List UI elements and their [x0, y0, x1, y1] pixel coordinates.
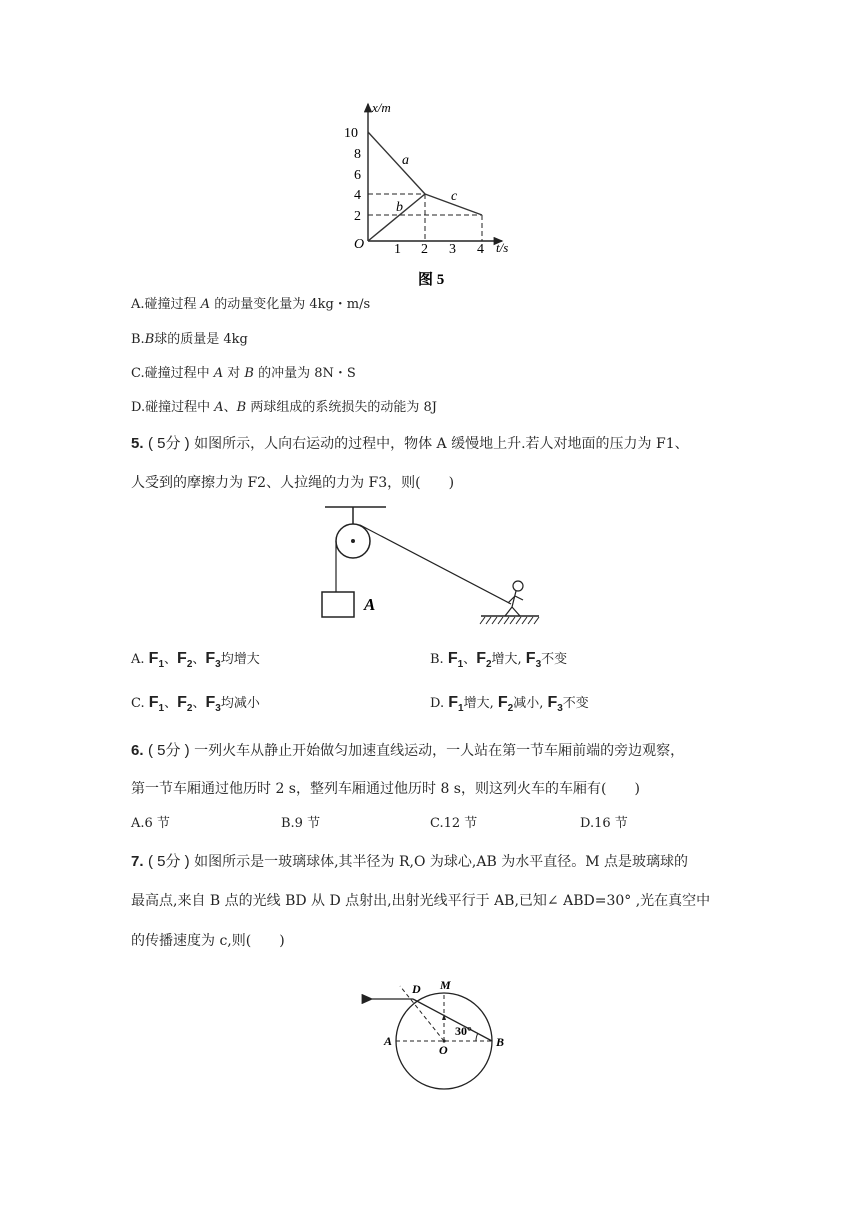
x-tick: 4 — [477, 242, 484, 257]
line-c-label: c — [451, 189, 458, 204]
figure-caption: 图 5 — [418, 272, 445, 288]
q4-option-a: A.碰撞过程 A 的动量变化量为 4kg・m/s — [131, 297, 371, 312]
q5-option-c: C. $F_1$、$F_2$、$F_3$均减小 — [131, 694, 260, 714]
label-d: D — [412, 982, 421, 996]
q7-stem-line1: 7. ( 5分 ) 如图所示是一玻璃球体,其半径为 R,O 为球心,AB 为水平直径。M 点是玻璃球的 — [131, 853, 688, 870]
x-axis-label: t/s — [496, 240, 509, 255]
line-b-label: b — [396, 200, 403, 215]
glass-sphere-diagram — [352, 976, 522, 1096]
q6-option-b: B.9 节 — [281, 816, 321, 831]
q6-score: ( 5分 ) — [147, 742, 190, 759]
x-tick: 2 — [421, 242, 428, 257]
y-tick: 2 — [354, 209, 361, 224]
q6-option-c: C.12 节 — [430, 816, 478, 831]
y-tick: 10 — [344, 126, 358, 141]
q4-option-d: D.碰撞过程中 A、B 两球组成的系统损失的动能为 8J — [131, 400, 437, 415]
label-m: M — [440, 978, 451, 992]
q7-score: ( 5分 ) — [147, 853, 190, 870]
q5-option-a: A. $F_1$、$F_2$、$F_3$均增大 — [131, 650, 260, 670]
rope-slanted — [360, 525, 511, 604]
person-head — [513, 581, 523, 591]
q7-number: 7. — [131, 853, 144, 870]
ray-bd — [413, 999, 492, 1041]
label-a: A — [384, 1034, 393, 1048]
q6-stem-line1: 6. ( 5分 ) 一列火车从静止开始做匀加速直线运动，一人站在第一节车厢前端的旁边观察， — [131, 742, 685, 759]
q4-option-b: B.B球的质量是 4kg — [131, 332, 248, 347]
label-o: O — [439, 1043, 448, 1057]
angle-label: 30° — [455, 1024, 472, 1038]
q5-stem-line2: 人受到的摩擦力为 F2、人拉绳的力为 F3，则( ) — [131, 475, 455, 491]
x-tick: 3 — [449, 242, 456, 257]
xt-graph — [330, 96, 530, 292]
q5-score: ( 5分 ) — [147, 435, 190, 452]
q4-option-c: C.碰撞过程中 A 对 B 的冲量为 8N・S — [131, 366, 356, 381]
q5-figure — [318, 502, 554, 630]
block-a-label: A — [364, 595, 376, 614]
q6-stem-line2: 第一节车厢通过他历时 2 s，整列车厢通过他历时 8 s，则这列火车的车厢有( ) — [131, 781, 640, 797]
q5-option-d: D. $F_1$增大, $F_2$减小, $F_3$不变 — [430, 694, 589, 714]
q5-number: 5. — [131, 435, 144, 452]
x-tick: 1 — [394, 242, 401, 257]
figure-5 — [330, 96, 530, 292]
line-a-label: a — [402, 153, 409, 168]
q6-number: 6. — [131, 742, 144, 759]
line-a — [368, 132, 425, 194]
q5-stem-line1: 5. ( 5分 ) 如图所示，人向右运动的过程中，物体 A 缓慢地上升.若人对地面的压力为 F1、 — [131, 435, 689, 452]
q7-stem-line3: 的传播速度为 c,则( ) — [131, 933, 285, 949]
q6-option-a: A.6 节 — [131, 816, 170, 831]
q7-stem-line2: 最高点,来自 B 点的光线 BD 从 D 点射出,出射光线平行于 AB,已知∠ ABD=30° ,光在真空中 — [131, 893, 711, 909]
label-b: B — [496, 1035, 505, 1049]
origin-label: O — [354, 237, 365, 252]
y-axis-label: x/m — [372, 100, 391, 115]
q5-option-b: B. $F_1$、$F_2$增大, $F_3$不变 — [430, 650, 568, 670]
q6-option-d: D.16 节 — [580, 816, 628, 831]
y-tick: 4 — [354, 188, 361, 203]
q7-figure — [352, 976, 522, 1096]
pulley-diagram — [318, 502, 554, 630]
y-tick: 6 — [354, 168, 361, 183]
block-a — [322, 592, 354, 617]
y-tick: 8 — [354, 147, 361, 162]
